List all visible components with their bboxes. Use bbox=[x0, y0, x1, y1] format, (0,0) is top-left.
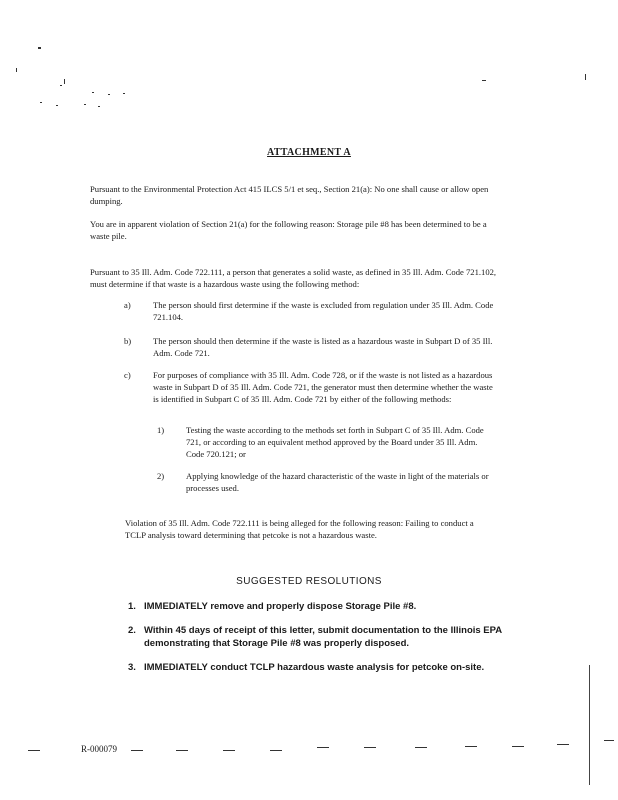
footer-rule-segment bbox=[465, 746, 477, 747]
scan-edge-line bbox=[589, 665, 590, 785]
resolution-number: 2. bbox=[128, 625, 136, 636]
scan-speck bbox=[108, 94, 110, 95]
scan-edge-line bbox=[604, 740, 614, 741]
paragraph-violation-722: Violation of 35 Ill. Adm. Code 722.111 is being alleged for the following reason: Failing to conduct a TCLP analysis toward determining that petcoke is not a hazardous waste. bbox=[125, 518, 474, 540]
resolution-number: 1. bbox=[128, 601, 136, 612]
resolution-item bbox=[128, 600, 508, 614]
list-item-text: The person should then determine if the waste is listed as a hazardous waste in Subpart D of 35 Ill. Adm. Code 721. bbox=[153, 336, 493, 358]
paragraph-hazardous-method: Pursuant to 35 Ill. Adm. Code 722.111, a person that generates a solid waste, as defined in 35 Ill. Adm. Code 721.102, must determine if that waste is a hazardous waste using the following method: bbox=[90, 267, 497, 289]
list-item-label: b) bbox=[124, 336, 132, 346]
list-item-text: The person should first determine if the waste is excluded from regulation under 35 Ill. Adm. Code 721.104. bbox=[153, 300, 494, 322]
scan-speck bbox=[16, 68, 17, 72]
scan-speck bbox=[482, 80, 486, 81]
resolution-number: 3. bbox=[128, 662, 136, 673]
footer-rule-segment bbox=[28, 750, 40, 751]
footer-rule-segment bbox=[131, 750, 143, 751]
scan-speck bbox=[56, 105, 58, 106]
sub-list-item-text: Testing the waste according to the methods set forth in Subpart C of 35 Ill. Adm. Code 721, or according to an equivalent method approved by the Board under 35 Ill. Adm. Code 720.121; or bbox=[186, 425, 484, 459]
footer-rule-segment bbox=[223, 750, 235, 751]
footer-rule-segment bbox=[512, 746, 524, 747]
list-item bbox=[124, 369, 504, 405]
scan-speck bbox=[60, 85, 62, 86]
bates-number: R-000079 bbox=[81, 744, 117, 754]
scan-speck bbox=[123, 93, 125, 94]
scan-speck bbox=[585, 74, 586, 80]
sub-list-item bbox=[157, 424, 497, 460]
list-item-label: c) bbox=[124, 370, 131, 380]
footer-rule-segment bbox=[317, 747, 329, 748]
page-title: ATTACHMENT A bbox=[267, 147, 351, 158]
footer-rule-segment bbox=[415, 747, 427, 748]
sub-list-item-text: Applying knowledge of the hazard characteristic of the waste in light of the materials or processes used. bbox=[186, 471, 489, 493]
footer-rule-segment bbox=[270, 750, 282, 751]
scan-speck bbox=[64, 79, 65, 84]
scan-speck bbox=[84, 104, 86, 105]
paragraph-open-dumping: Pursuant to the Environmental Protection Act 415 ILCS 5/1 et seq., Section 21(a): No one shall cause or allow open dumping. bbox=[90, 184, 489, 206]
scan-speck bbox=[38, 47, 41, 49]
resolution-text: IMMEDIATELY conduct TCLP hazardous waste analysis for petcoke on-site. bbox=[144, 662, 485, 673]
resolution-item bbox=[128, 661, 508, 689]
footer-rule-segment bbox=[557, 744, 569, 745]
list-item-text: For purposes of compliance with 35 Ill. Adm. Code 728, or if the waste is not listed as a hazardous waste in Subpart D of 35 Ill. Adm. Code 721, the generator must then determine whether the waste is identified in Subpart C of 35 Ill. Adm. Code 721 by either of the following methods: bbox=[153, 370, 493, 404]
resolution-text: IMMEDIATELY remove and properly dispose Storage Pile #8. bbox=[144, 601, 417, 612]
scan-speck bbox=[92, 92, 94, 93]
sub-list-item-label: 1) bbox=[157, 425, 165, 435]
sub-list-item-label: 2) bbox=[157, 471, 165, 481]
list-item bbox=[124, 299, 504, 323]
footer-rule-segment bbox=[176, 750, 188, 751]
sub-list-item bbox=[157, 470, 497, 494]
list-item bbox=[124, 335, 504, 359]
paragraph-violation-21a: You are in apparent violation of Section 21(a) for the following reason: Storage pile #8 has been determined to be a waste pile. bbox=[90, 219, 487, 241]
resolution-text: Within 45 days of receipt of this letter, submit documentation to the Illinois EPA demonstrating that Storage Pile #8 was properly disposed. bbox=[144, 625, 502, 649]
suggested-resolutions-heading: SUGGESTED RESOLUTIONS bbox=[236, 576, 382, 587]
footer-rule-segment bbox=[364, 747, 376, 748]
scan-speck bbox=[40, 102, 42, 103]
resolution-item bbox=[128, 624, 508, 652]
list-item-label: a) bbox=[124, 300, 131, 310]
scan-speck bbox=[98, 106, 100, 107]
